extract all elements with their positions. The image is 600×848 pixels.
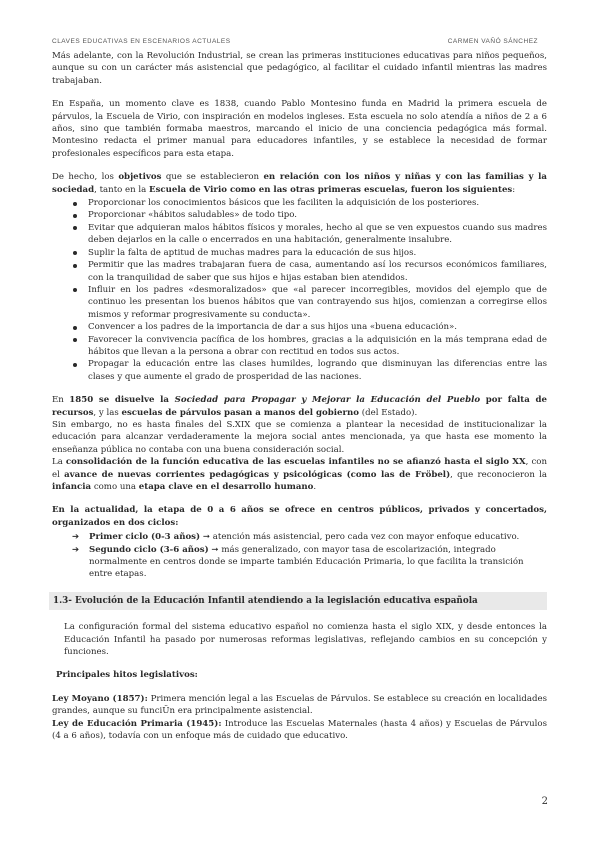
paragraph-1850: En 1850 se disuelve la Sociedad para Propagar y Mejorar la Educación del Pueblo por falta de recursos, y las escuelas de párvulos pasan a manos del gobierno (del Estado). <box>52 395 547 418</box>
paragraph-20th-century: La consolidación de la función educativa de las escuelas infantiles no se afianzó hasta el siglo XX, con el avance de nuevas corrientes pedagógicas y psicológicas (como las de Fröbel), que reconocieron la infancia como una etapa clave en el desarrollo humano. <box>52 457 547 492</box>
list-item: Proporcionar los conocimientos básicos que les faciliten la adquisición de los posteriores. <box>88 197 547 209</box>
list-item: Convencer a los padres de la importancia de dar a sus hijos una «buena educación». <box>88 321 547 333</box>
list-item: Favorecer la convivencia pacífica de los hombres, gracias a la adquisición en la más temprana edad de hábitos que llevan a la persona a obrar con rectitud en todos sus actos. <box>88 334 547 357</box>
hitos-heading: Principales hitos legislativos: <box>56 670 198 681</box>
section-heading: 1.3- Evolución de la Educación Infantil atendiendo a la legislación educativa española <box>49 592 547 610</box>
list-item: Permitir que las madres trabajaran fuera de casa, aumentando así los recursos económicos familiares, con la tranquilidad de saber que sus hijos e hijas estaban bien atendidos. <box>88 260 547 283</box>
cycles-list <box>52 531 547 581</box>
law-item: Ley de Educación Primaria (1945): Introduce las Escuelas Maternales (hasta 4 años) y Escuelas de Párvulos (4 a 6 años), todavía con un enfoque más de cuidado que educativo. <box>52 718 547 742</box>
objectives-list <box>52 197 547 383</box>
law-item: Ley Moyano (1857): Primera mención legal a las Escuelas de Párvulos. Se establece su creación en localidades grandes, aunque su funciÜn era principalmente asistencial. <box>52 693 548 717</box>
list-item: Suplir la falta de aptitud de muchas madres para la educación de sus hijos. <box>88 247 547 259</box>
list-item: Proporcionar «hábitos saludables» de todo tipo. <box>88 209 547 221</box>
paragraph-current-stage: En la actualidad, la etapa de 0 a 6 años se ofrece en centros públicos, privados y concertados, organizados en dos ciclos: <box>52 505 547 528</box>
page-number: 2 <box>541 796 548 807</box>
paragraph-objectives-intro: De hecho, los objetivos que se establecieron en relación con los niños y niñas y con las familias y la sociedad, tanto en la Escuela de Virio como en las otras primeras escuelas, fueron los siguientes: <box>52 172 547 195</box>
paragraph-late-19th-century: Sin embargo, no es hasta finales del S.XIX que se comienza a plantear la necesidad de institucionalizar la educación para alcanzar verdaderamente la mejora social antes mencionada, ya que hasta ese momento la enseñanza pública no contaba con una buena consideración social. <box>52 419 547 455</box>
list-item: ➔ Segundo ciclo (3-6 años) ➞ más generalizado, con mayor tasa de escolarización, integrado normalmente en centros donde se imparte también Educación Primaria, lo que facilita la transición entre etapas. <box>72 544 524 580</box>
paragraph-industrial-revolution: Más adelante, con la Revolución Industrial, se crean las primeras instituciones educativas para niños pequeños, aunque su con un carácter más asistencial que pedagógico, al facilitar el cuidado infantil mientras las madres trabajaban. <box>52 51 547 86</box>
list-item: Influir en los padres «desmoralizados» que «al parecer incorregibles, movidos del ejemplo que de continuo les presentan los buenos hábitos que van contrayendo sus hijos, comienzan a corregirse ellos mismos y reformar progresivamente su conducta». <box>88 284 547 320</box>
header-course-title: CLAVES EDUCATIVAS EN ESCENARIOS ACTUALES <box>52 38 231 45</box>
arrow-icon: ➔ <box>72 544 80 555</box>
paragraph-legislation-intro: La configuración formal del sistema educativo español no comienza hasta el siglo XIX, y desde entonces la Educación Infantil ha pasado por numerosas reformas legislativas, reflejando cambios en su concepción y funciones. <box>64 622 547 658</box>
body-text <box>52 50 547 743</box>
paragraph-spain-1838: En España, un momento clave es 1838, cuando Pablo Montesino funda en Madrid la primera escuela de párvulos, la Escuela de Virio, con inspiración en modelos ingleses. Esta escuela no solo atendía a niños de 2 a 6 años, sino que también formaba maestros, marcando el inicio de una conciencia pedagógica más formal. Montesino redacta el primer manual para educadores infantiles, y se establece la necesidad de formar profesionales específicos para esta etapa. <box>52 99 547 159</box>
list-item: Propagar la educación entre las clases humildes, logrando que disminuyan las diferencias entre las clases y que aumente el grado de prosperidad de las naciones. <box>88 359 547 382</box>
list-item: ➔ Primer ciclo (0-3 años) ➞ atención más asistencial, pero cada vez con mayor enfoque educativo. <box>72 532 520 543</box>
header-author: CARMEN VAÑÓ SÁNCHEZ <box>447 38 538 45</box>
list-item: Evitar que adquieran malos hábitos físicos y morales, hecho al que se ven expuestos cuando sus madres deben dejarlos en la calle o encerrados en una habitación, generalmente insalubre. <box>88 222 547 246</box>
arrow-icon: ➔ <box>72 532 80 543</box>
